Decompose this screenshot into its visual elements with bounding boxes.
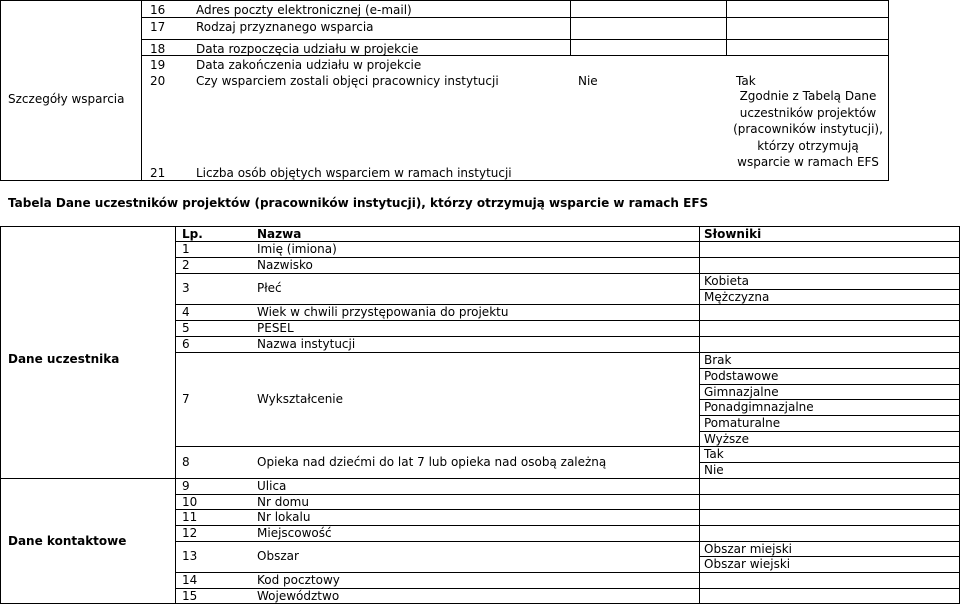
row-label: Kod pocztowy bbox=[257, 573, 340, 587]
row-number: 4 bbox=[182, 305, 190, 319]
row-number: 18 bbox=[150, 42, 166, 56]
row-label: Data zakończenia udziału w projekcie bbox=[196, 58, 422, 72]
row-label: Obszar bbox=[257, 549, 299, 563]
row-number: 10 bbox=[182, 495, 198, 509]
dictionary-value: Podstawowe bbox=[704, 369, 779, 383]
table-title: Tabela Dane uczestników projektów (pracowników instytucji), którzy otrzymują wsparcie w ramach EFS bbox=[8, 196, 709, 210]
option-yes: Tak bbox=[736, 74, 756, 88]
row-number: 6 bbox=[182, 337, 190, 351]
row-label: Miejscowość bbox=[257, 526, 332, 540]
dictionary-value: Tak bbox=[704, 447, 724, 461]
row-label: Wykształcenie bbox=[257, 392, 344, 406]
group-label-participant: Dane uczestnika bbox=[8, 352, 120, 366]
row-label: Liczba osób objętych wsparciem w ramach instytucji bbox=[196, 166, 512, 180]
dictionary-value: Pomaturalne bbox=[704, 416, 781, 430]
row-number: 9 bbox=[182, 479, 190, 493]
row-label: Ulica bbox=[257, 479, 287, 493]
row-number: 16 bbox=[150, 3, 166, 17]
row-label: Opieka nad dziećmi do lat 7 lub opieka nad osobą zależną bbox=[257, 455, 607, 469]
row-label: Imię (imiona) bbox=[257, 242, 337, 256]
row-label: Płeć bbox=[257, 281, 282, 295]
dictionary-value: Wyższe bbox=[704, 432, 749, 446]
dictionary-value: Kobieta bbox=[704, 274, 750, 288]
header-dictionary: Słowniki bbox=[704, 227, 762, 241]
section-label-support-details: Szczegóły wsparcia bbox=[8, 92, 125, 106]
row-label: Czy wsparciem zostali objęci pracownicy instytucji bbox=[196, 74, 499, 88]
row-label: Adres poczty elektronicznej (e-mail) bbox=[196, 3, 412, 17]
row-number: 8 bbox=[182, 455, 190, 469]
dictionary-value: Brak bbox=[704, 353, 732, 367]
option-no: Nie bbox=[578, 74, 598, 88]
row-label: Wiek w chwili przystępowania do projektu bbox=[257, 305, 509, 319]
row-label: Nazwisko bbox=[257, 258, 313, 272]
row-number: 20 bbox=[150, 74, 166, 88]
row-number: 12 bbox=[182, 526, 198, 540]
row-number: 5 bbox=[182, 321, 190, 335]
row-number: 1 bbox=[182, 242, 190, 256]
row-label: Data rozpoczęcia udziału w projekcie bbox=[196, 42, 419, 56]
dictionary-value: Nie bbox=[704, 463, 724, 477]
row-label: Nr lokalu bbox=[257, 510, 311, 524]
row-number: 7 bbox=[182, 392, 190, 406]
dictionary-value: Mężczyzna bbox=[704, 290, 770, 304]
row-label: Nazwa instytucji bbox=[257, 337, 356, 351]
row-label: PESEL bbox=[257, 321, 294, 335]
dictionary-value: Obszar wiejski bbox=[704, 557, 791, 571]
dictionary-value: Obszar miejski bbox=[704, 542, 792, 556]
row-number: 21 bbox=[150, 166, 166, 180]
dictionary-value: Gimnazjalne bbox=[704, 385, 779, 399]
row-label: Województwo bbox=[257, 589, 340, 603]
row-number: 11 bbox=[182, 510, 198, 524]
group-label-contact: Dane kontaktowe bbox=[8, 534, 127, 548]
row-number: 14 bbox=[182, 573, 198, 587]
header-lp: Lp. bbox=[182, 227, 203, 241]
row-number: 19 bbox=[150, 58, 166, 72]
row-number: 2 bbox=[182, 258, 190, 272]
header-name: Nazwa bbox=[257, 227, 302, 241]
row-number: 15 bbox=[182, 589, 198, 603]
yes-option-note: Zgodnie z Tabelą Dane uczestników projektów (pracowników instytucji), którzy otrzymują wsparcie w ramach EFS bbox=[733, 89, 883, 169]
row-label: Rodzaj przyznanego wsparcia bbox=[196, 20, 374, 34]
row-number: 13 bbox=[182, 549, 198, 563]
row-number: 17 bbox=[150, 20, 166, 34]
row-label: Nr domu bbox=[257, 495, 309, 509]
dictionary-value: Ponadgimnazjalne bbox=[704, 400, 814, 414]
row-number: 3 bbox=[182, 281, 190, 295]
